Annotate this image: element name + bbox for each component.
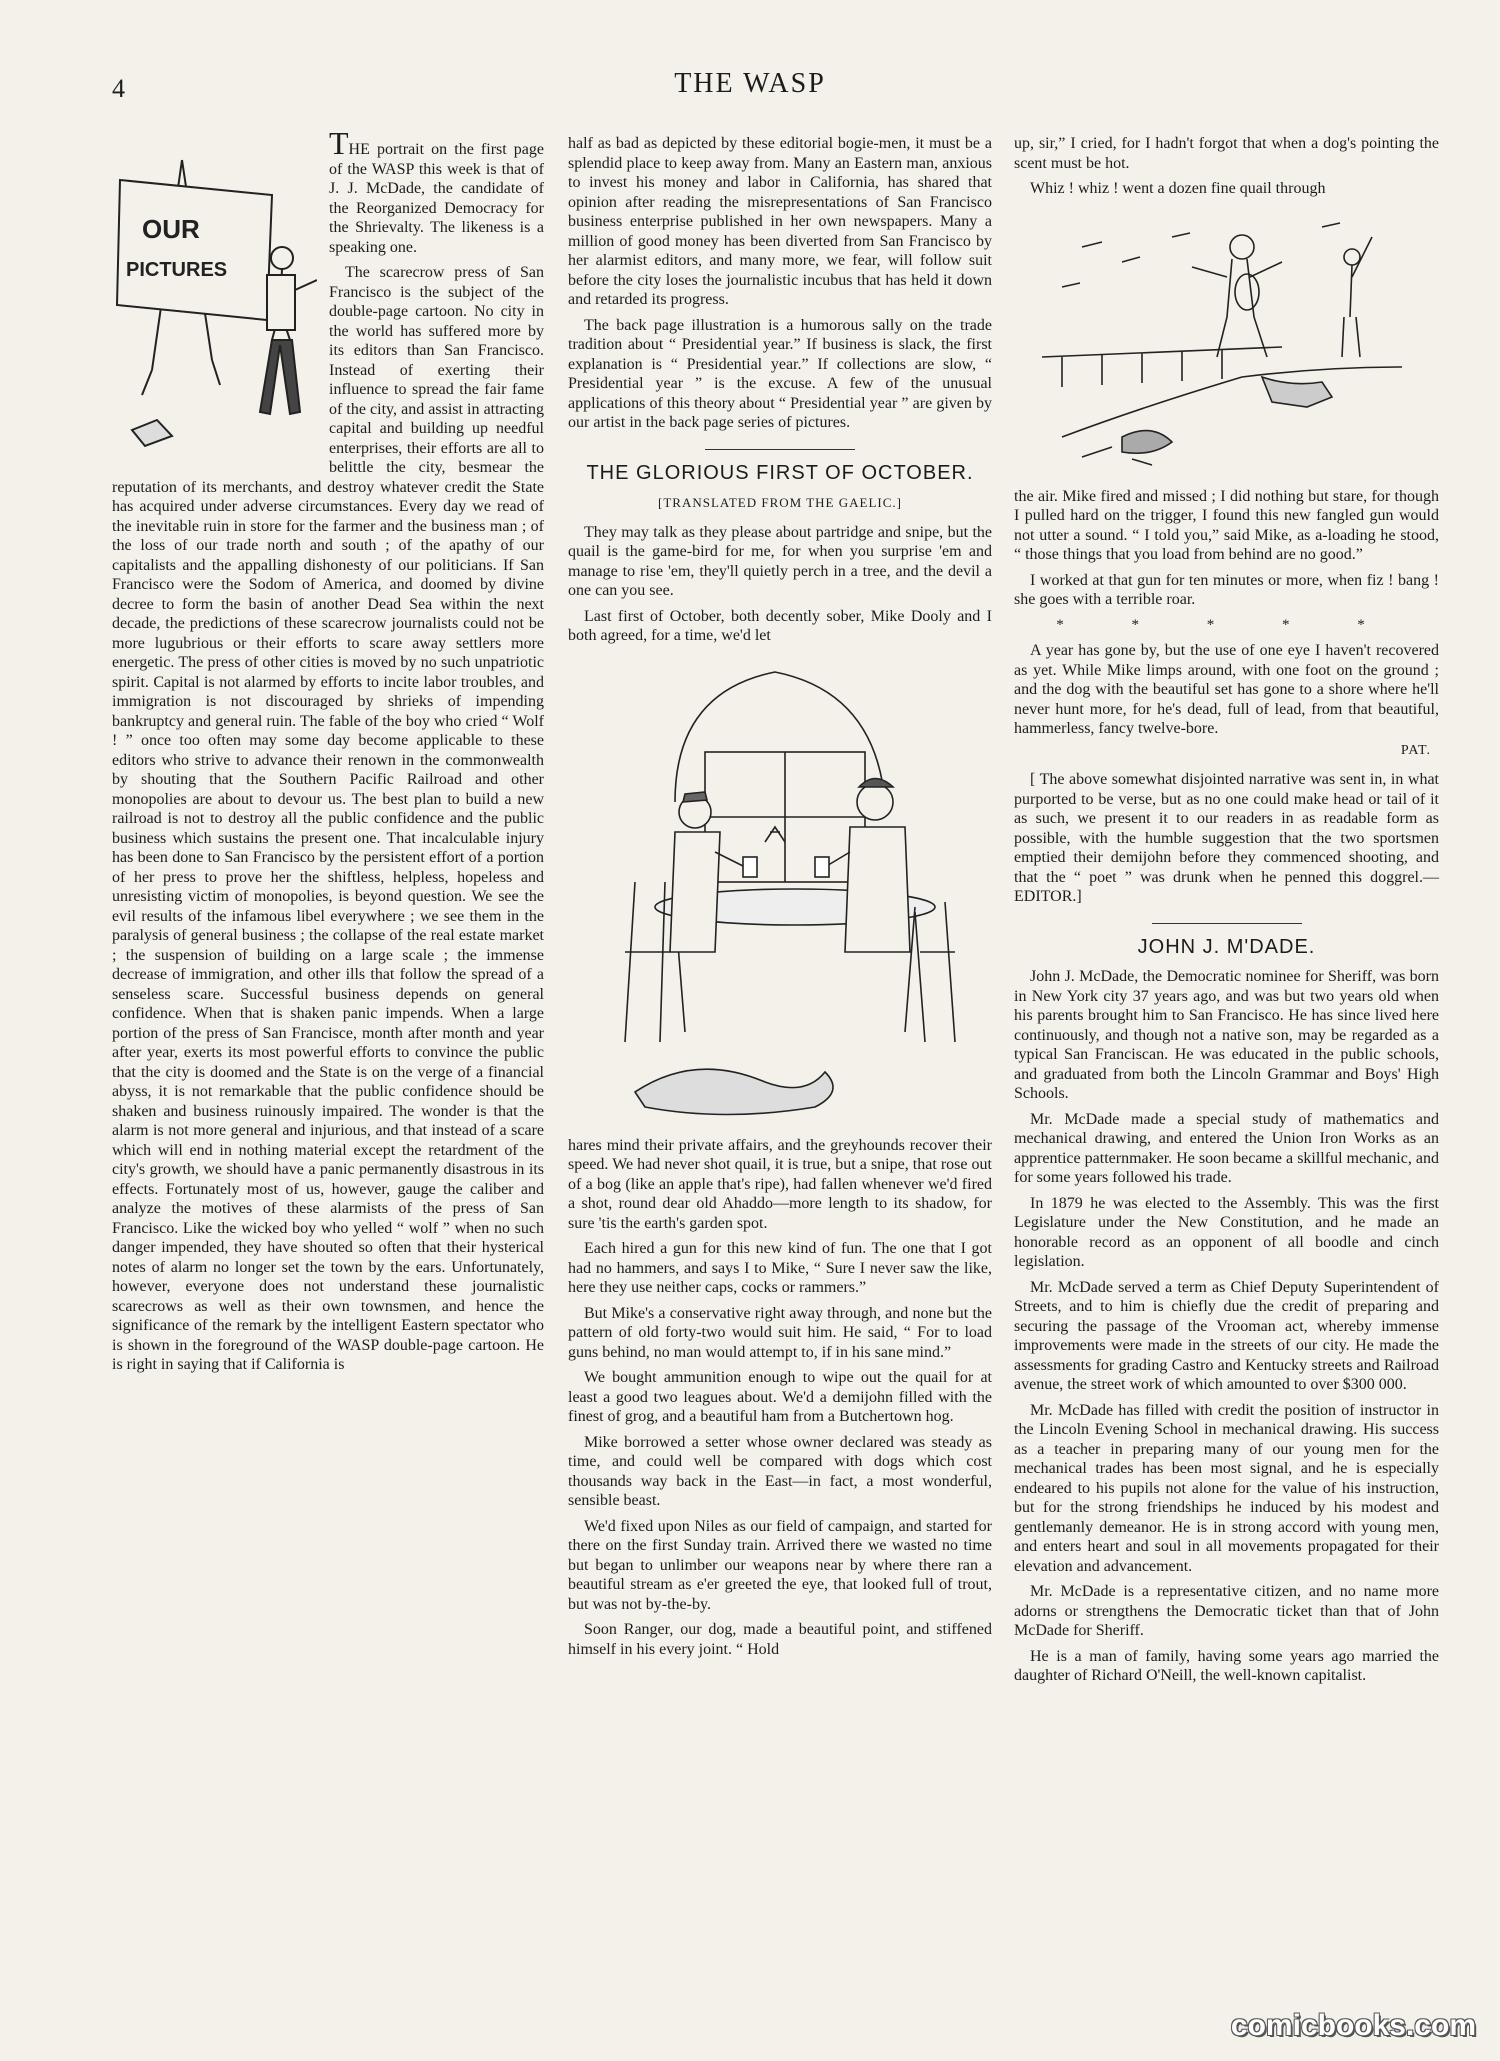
- drop-cap: T: [329, 125, 349, 161]
- page-number: 4: [112, 74, 125, 103]
- column-1: [112, 125, 544, 1381]
- paragraph: Mike borrowed a setter whose owner declared was steady as time, and could well be compared with dogs which cost thousands way back in the East—in fact, a most wonderful, sensible beast.: [568, 1433, 992, 1509]
- paragraph: Mr. McDade is a representative citizen, and no name more adorns or strengthens the Democratic ticket than that of John McDade for Sheriff.: [1014, 1583, 1439, 1639]
- quail-hunters-drawing: [1022, 207, 1432, 477]
- paragraph: the air. Mike fired and missed ; I did nothing but stare, for though I pulled hard on the trigger, I found this new fangled gun would not utter a sound. “ I told you,” said Mike, as a-loading he stood, “ those things that you load from behind are no good.”: [1014, 487, 1439, 563]
- paragraph: But Mike's a conservative right away through, and none but the pattern of old forty-two would suit him. He said, “ For to load guns behind, no man would attempt to, if in his sane mind.”: [568, 1304, 992, 1361]
- author-signature: PAT.: [1400, 742, 1431, 758]
- masthead: THE WASP: [674, 68, 826, 99]
- paragraph-text: HE portrait on the first page of the WASP this week is that of J. J. McDade, the candidate of the Reorganized Democracy for the Shrievalty. The likeness is a speaking one.: [329, 141, 544, 256]
- paragraph: Mr. McDade made a special study of mathematics and mechanical drawing, and entered the Union Iron Works as an apprentice patternmaker. He soon became a skillful mechanic, and for some years followed his trade.: [1014, 1110, 1439, 1186]
- card-players-drawing: [575, 652, 985, 1128]
- sign-text-line1: OUR: [142, 214, 200, 244]
- column-3: [1014, 134, 1439, 1692]
- article-subheading: [TRANSLATED FROM THE GAELIC.]: [658, 495, 902, 510]
- paragraph: In 1879 he was elected to the Assembly. This was the first Legislature under the New Constitution, and he made an honorable record as an opponent of all boodle and cinch legislation.: [1014, 1194, 1439, 1270]
- section-divider: [705, 449, 855, 450]
- section-stars: * * * * *: [1056, 616, 1397, 633]
- paragraph: Soon Ranger, our dog, made a beautiful point, and stiffened himself in his every joint. “ Hold: [568, 1621, 992, 1658]
- paragraph: We'd fixed upon Niles as our field of campaign, and started for there on the first Sunday train. Arrived there we wasted no time but began to unlimber our weapons near by where there ran a beautiful stream as e'er greeted the eye, that looked full of trout, but was not by-the-by.: [568, 1517, 992, 1613]
- card-players-illustration: [575, 652, 985, 1128]
- paragraph: half as bad as depicted by these editorial bogie-men, it must be a splendid place to keep away from. Many an Eastern man, anxious to invest his money and labor in California, has shared that opinion after reading the misrepresentations of San Francisco business enterprise published in her own newspapers. Many a million of good money has been diverted from San Francisco by her alarmist editors, and many more, we fear, will follow suit before the city loses the journalistic incubus that has held it down and retarded its progress.: [568, 135, 992, 308]
- paragraph: The scarecrow press of San Francisco is the subject of the double-page cartoon. No city in the world has suffered more by its editors than San Francisco. Instead of exerting their influence to spread the fair fame of the city, and assist in attracting capital and building up needful enterprises, their efforts are all to belittle the city, besmear the reputation of its merchants, and destroy whatever credit the State has acquired under adverse circumstances. Every day we read of the inevitable ruin in store for the farmer and the business man ; of the loss of our trade north and south ; of the apathy of our capitalists and the appalling dishonesty of our politicians. If San Francisco were the Sodom of America, and doomed by divine decree to form the basin of another Dead Sea within the next decade, the predictions of these scarecrow journalists could not be more lugubrious or their efforts to scare away settlers more energetic. The press of other cities is moved by no such unpatriotic spirit. Capital is not alarmed by efforts to incite labor troubles, and immigration is not discouraged by shrieks of impending bankruptcy and general ruin. The fable of the boy who cried “ Wolf ! ” once too often may some day become applicable to these editors who strive to advance their renown in the commonwealth by shouting that the Southern Pacific Railroad and other monopolies are about to devour us. The best plan to build a new railroad is not to destroy all the public confidence and the public business which sustains the present one. That incalculable injury has been done to San Francisco by the persistent effort of a portion of her press to prove her the shiftless, helpless, hopeless and unresisting victim of monopolies, is beyond question. We see the evil results of the infamous libel everywhere ; we see them in the paralysis of general business ; the collapse of the real estate market ; the suspension of building on a large scale ; the immense decrease of immigration, and other ills that follow the spread of a senseless scare. Successful business depends on general confidence. When that is shaken panic impends. When a large portion of the press of San Francisce, month after month and year after year, exerts its most powerful efforts to convince the public that the city is doomed and the State is on the verge of a financial abyss, it is not remarkable that the public confidence should be shaken and business ruinously impaired. The wonder is that the alarm is not more general and injurious, and that instead of a scare which will end in nothing material except the retardment of the city's growth, we should have a panic permanently disastrous in its effects. Fortunately most of us, however, gauge the caliber and analyze the motives of these alarmists of the press of San Francisco. Like the wicked boy who yelled “ wolf ” when no such danger impended, they have shouted so often that their hysterical notes of alarm no longer set the town by the ears. Unfortunately, however, everyone does not understand these journalistic scarecrows as well as their own townsmen, and hence the significance of the remark by the intelligent Eastern spectator who is shown in the foreground of the WASP double-page cartoon. He is right in saying that if California is: [112, 264, 544, 1373]
- article-heading: THE GLORIOUS FIRST OF OCTOBER.: [586, 461, 974, 484]
- sign-text-line2: PICTURES: [126, 259, 228, 281]
- paragraph: Last first of October, both decently sober, Mike Dooly and I both agreed, for a time, we'd let: [568, 607, 992, 644]
- paragraph: Mr. McDade has filled with credit the position of instructor in the Lincoln Evening School in mechanical drawing. His success as a teacher in preparing many of our young men for the mechanical trades has been most signal, and he is especially endeared to his pupils not alone for the value of his instruction, but for the strong friendships he induced by his modest and gentlemanly demeanor. He is in strong accord with young men, and enters heart and soul in all movements propagated for their elevation and advancement.: [1014, 1401, 1439, 1575]
- paragraph: Mr. McDade served a term as Chief Deputy Superintendent of Streets, and to him is chiefly due the credit of preparing and securing the passage of the Vrooman act, whereby immense improvements were made in the streets of our city. He made the assessments for grading Castro and Kentucky streets and Railroad avenue, the street work of which amounted to over $300 000.: [1014, 1278, 1439, 1393]
- paragraph: Each hired a gun for this new kind of fun. The one that I got had no hammers, and says I to Mike, “ Sure I never saw the like, here they use neither caps, cocks or rammers.”: [568, 1240, 992, 1296]
- paragraph: [ The above somewhat disjointed narrative was sent in, in what purported to be verse, but as no one could make head or tail of it as such, we present it to our readers in as readable form as possible, with the humble suggestion that the two sportsmen emptied their demijohn before they commenced shooting, and that the “ poet ” was drunk when he penned this doggrel.—EDITOR.]: [1014, 771, 1439, 905]
- our-pictures-illustration: [112, 140, 317, 470]
- paragraph: John J. McDade, the Democratic nominee for Sheriff, was born in New York city 37 years ago, and was but two years old when his parents brought him to San Francisco. He has since lived here continuously, and though not a native son, may be regarded as a typical San Franciscan. He was educated in the public schools, and graduated from both the Lincoln Grammar and Boys' High Schools.: [1014, 968, 1439, 1102]
- column-2: [568, 134, 992, 1665]
- section-divider: [1152, 923, 1302, 924]
- paragraph: Whiz ! whiz ! went a dozen fine quail through: [1030, 180, 1326, 197]
- article-heading: JOHN J. M'DADE.: [1137, 935, 1316, 958]
- paragraph: He is a man of family, having some years ago married the daughter of Richard O'Neill, the well-known capitalist.: [1014, 1647, 1439, 1684]
- watermark: comicbooks.com: [1230, 2009, 1476, 2042]
- our-pictures-drawing: [112, 140, 317, 470]
- paragraph: We bought ammunition enough to wipe out the quail for at least a good two leagues about. We'd a demijohn filled with the finest of grog, and a beautiful ham from a Butchertown hog.: [568, 1369, 992, 1425]
- paragraph: I worked at that gun for ten minutes or more, when fiz ! bang ! she goes with a terrible roar.: [1014, 571, 1439, 608]
- quail-hunters-illustration: [1022, 207, 1432, 477]
- paragraph: They may talk as they please about partridge and snipe, but the quail is the game-bird for me, for when you surprise 'em and manage to rise 'em, they'll quietly perch in a tree, and the devil a one can you see.: [568, 523, 992, 599]
- paragraph: hares mind their private affairs, and the greyhounds recover their speed. We had never shot quail, it is true, but a snipe, that rose out of a bog (like an apple that's ripe), had fallen whenever we'd fired a shot, round dear old Ahaddo—more length to its shadow, for sure 'tis the earth's garden spot.: [568, 1136, 992, 1232]
- paragraph: A year has gone by, but the use of one eye I haven't recovered as yet. While Mike limps around, with one foot on the ground ; and the dog with the beautiful set has gone to a shore where he'll never hunt more, for he's dead, full of lead, from that beautiful, hammerless, fancy twelve-bore.: [1014, 642, 1439, 737]
- paragraph: up, sir,” I cried, for I hadn't forgot that when a dog's pointing the scent must be hot.: [1014, 135, 1439, 172]
- paragraph: The back page illustration is a humorous sally on the trade tradition about “ Presidential year.” If business is slack, the first explanation is “ Presidential year.” If collections are slow, “ Presidential year ” is the excuse. A few of the unusual applications of this theory about “ Presidential year ” are given by our artist in the back page series of pictures.: [568, 316, 992, 431]
